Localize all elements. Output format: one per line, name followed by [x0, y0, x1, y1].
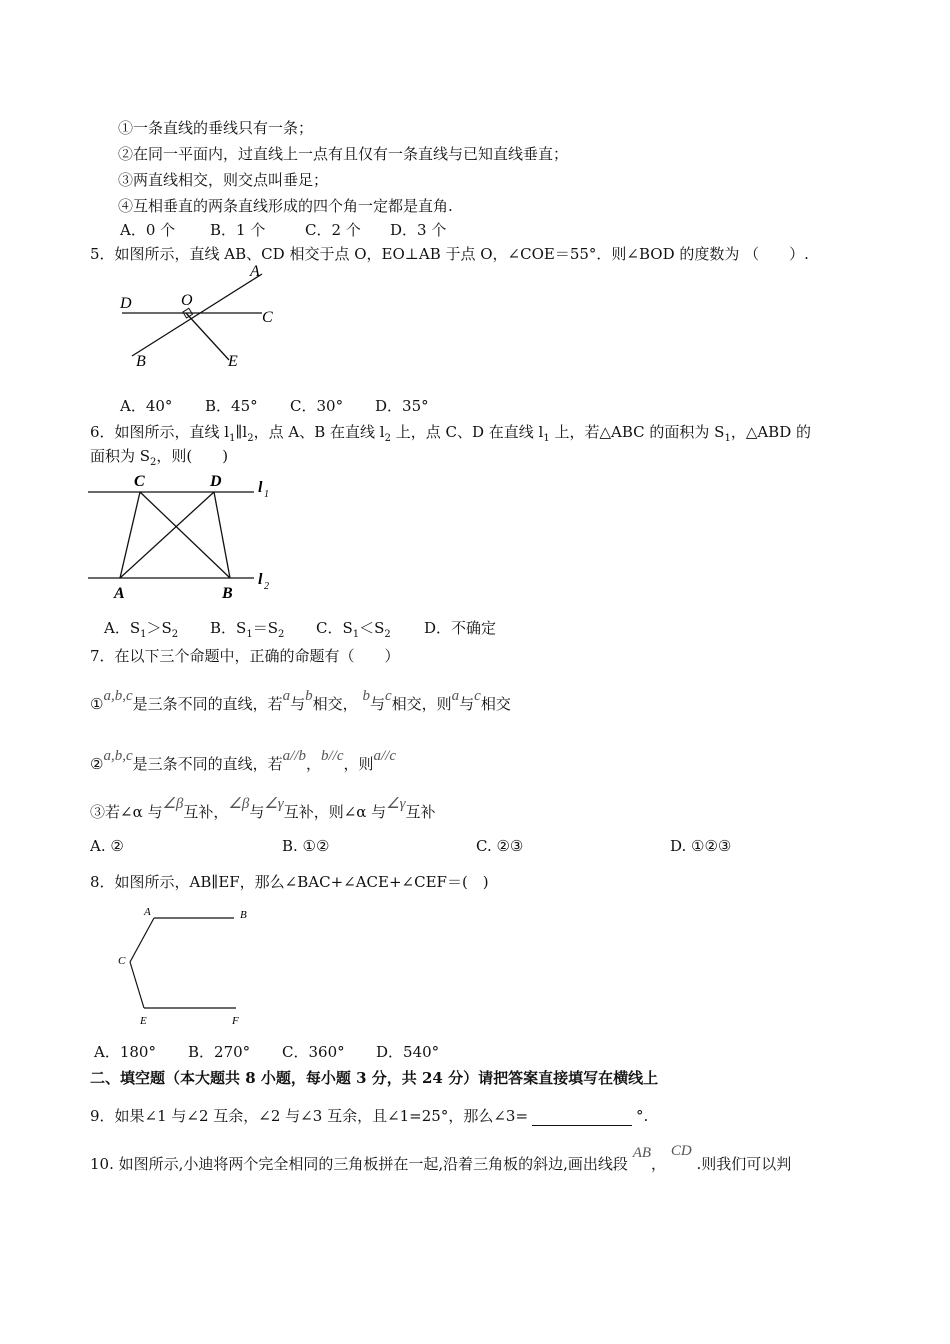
label-a: A	[114, 585, 125, 602]
q7-text: 7．在以下三个命题中，正确的命题有（ ）	[90, 647, 400, 665]
q8-figure	[112, 902, 262, 1028]
q6-option-a: A．$S_1>S_2$	[104, 619, 179, 640]
label-b: B	[222, 585, 233, 602]
q6-line-2: 面积为 $S_2$，则( )	[90, 447, 229, 468]
label-c: C	[262, 309, 273, 326]
label-l1: l	[258, 479, 263, 496]
label-e: E	[140, 1015, 147, 1027]
statement-2: ②在同一平面内，过直线上一点有且仅有一条直线与已知直线垂直；	[118, 145, 569, 163]
q6-figure	[84, 470, 284, 602]
label-c: C	[118, 955, 126, 967]
label-f: F	[232, 1015, 239, 1027]
q5-text: 5．如图所示，直线 AB、CD 相交于点 O，EO⊥AB 于点 O，∠COE＝55°．则∠BOD 的度数为 （ ）.	[90, 245, 809, 263]
q8-option-b: B．270°	[188, 1043, 251, 1061]
q6-option-c: C．$S_1<S_2$	[316, 619, 391, 640]
q5-option-c: C．30°	[290, 397, 344, 415]
statement-1: ①一条直线的垂线只有一条；	[118, 119, 314, 137]
q5-option-d: D．35°	[375, 397, 429, 415]
q7-statement-2: ②a,b,c是三条不同的直线，若a//b，b//c，则a//c	[90, 748, 397, 773]
label-d: D	[210, 473, 222, 490]
q8-text: 8．如图所示，AB∥EF，那么∠BAC+∠ACE+∠CEF＝( )	[90, 873, 489, 891]
label-l1-sub: 1	[264, 489, 269, 500]
q7-option-d: D. ①②③	[670, 837, 732, 855]
q5-figure	[110, 262, 300, 374]
label-o: O	[181, 292, 193, 309]
label-e: E	[228, 353, 238, 370]
q6-line-1: 6．如图所示，直线 $l_1\parallel l_2$，点 A、B 在直线 $l_2$ 上，点 C、D 在直线 $l_1$ 上，若△ABC 的面积为 $S_1$，△ABD 的	[90, 423, 811, 444]
q10-text: 10. 如图所示,小迪将两个完全相同的三角板拼在一起,沿着三角板的斜边,画出线段 AB， CD .则我们可以判	[90, 1143, 792, 1173]
q6-option-d: D．不确定	[424, 619, 497, 637]
q5-option-a: A．40°	[120, 397, 173, 415]
q7-option-c: C. ②③	[476, 837, 524, 855]
label-l2-sub: 2	[264, 581, 269, 592]
q8-option-c: C．360°	[282, 1043, 345, 1061]
label-a: A	[250, 263, 260, 280]
label-l2: l	[258, 571, 263, 588]
label-c: C	[134, 473, 145, 490]
q4-option-d: D．3 个	[390, 221, 447, 239]
q9-answer-blank[interactable]	[532, 1111, 632, 1126]
q4-option-c: C．2 个	[305, 221, 361, 239]
section-2-heading: 二、填空题（本大题共 8 小题，每小题 3 分，共 24 分）请把答案直接填写在横线上	[90, 1069, 659, 1087]
q6-option-b: B．$S_1=S_2$	[210, 619, 285, 640]
q7-option-b: B. ①②	[282, 837, 330, 855]
q4-option-b: B．1 个	[210, 221, 266, 239]
label-a: A	[144, 906, 151, 918]
q9-text: 9．如果∠1 与∠2 互余，∠2 与∠3 互余，且∠1=25°，那么∠3= °.	[90, 1107, 649, 1125]
q7-statement-3: ③若∠α 与∠β互补，∠β与∠γ互补，则∠α 与∠γ互补	[90, 796, 436, 821]
q4-option-a: A．0 个	[120, 221, 176, 239]
q8-option-d: D．540°	[376, 1043, 440, 1061]
q5-option-b: B．45°	[205, 397, 258, 415]
label-b: B	[240, 909, 247, 921]
label-d: D	[120, 295, 132, 312]
q8-option-a: A．180°	[94, 1043, 156, 1061]
label-b: B	[136, 353, 146, 370]
q7-option-a: A. ②	[90, 837, 124, 855]
statement-3: ③两直线相交，则交点叫垂足；	[118, 171, 329, 189]
statement-4: ④互相垂直的两条直线形成的四个角一定都是直角.	[118, 197, 453, 215]
q7-statement-1: ①a,b,c是三条不同的直线，若a与b相交， b与c相交，则a与c相交	[90, 688, 511, 713]
